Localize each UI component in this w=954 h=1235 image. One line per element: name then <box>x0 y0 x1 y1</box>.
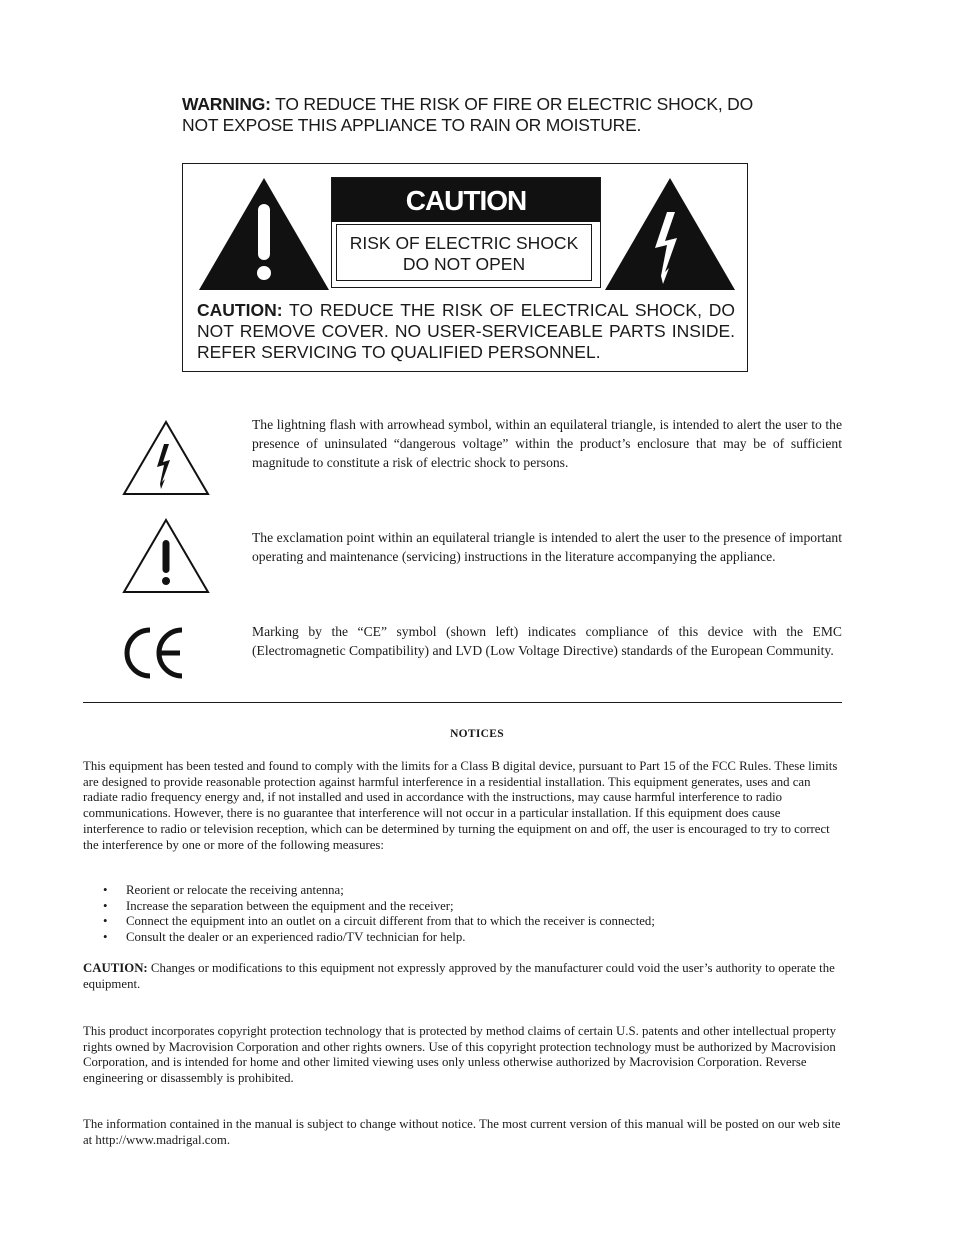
lightning-symbol-text: The lightning flash with arrowhead symbol, within an equilateral triangle, is intended to alert the user to the presence of uninsulated “dangerous voltage” within the product’s enclosure that may be of sufficient magnitude to constitute a risk of electric shock to persons. <box>252 417 842 470</box>
modification-caution-text: Changes or modifications to this equipment not expressly approved by the manufacturer could void the user’s authority to operate the equipment. <box>83 961 835 991</box>
ce-symbol-row <box>120 622 842 684</box>
caution-statement-text: TO REDUCE THE RISK OF ELECTRICAL SHOCK, DO NOT REMOVE COVER. NO USER-SERVICEABLE PARTS INSIDE. REFER SERVICING TO QUALIFIED PERSONNEL. <box>197 300 735 362</box>
exclamation-triangle-icon <box>197 176 331 292</box>
fcc-notice: This equipment has been tested and found to comply with the limits for a Class B digital device, pursuant to Part 15 of the FCC Rules. These limits are designed to provide reasonable protection against harmful interference in a residential installation. This equipment generates, uses and can radiate radio frequency energy and, if not installed and used in accordance with the instructions, may cause harmful interference to radio communications. However, there is no guarantee that interference will not occur in a particular installation. If this equipment does cause interference to radio or television reception, which can be determined by turning the equipment on and off, the user is encouraged to try to correct the interference by one or more of the following measures: <box>83 759 838 852</box>
warning-text: TO REDUCE THE RISK OF FIRE OR ELECTRIC SHOCK, DO NOT EXPOSE THIS APPLIANCE TO RAIN OR MOISTURE. <box>182 94 754 135</box>
divider <box>83 702 842 703</box>
caution-line-1: RISK OF ELECTRIC SHOCK <box>349 233 579 253</box>
exclamation-symbol-text: The exclamation point within an equilateral triangle is intended to alert the user to the presence of important operating and maintenance (servicing) instructions in the literature accompanying the appliance. <box>252 530 842 564</box>
macrovision-notice: This product incorporates copyright protection technology that is protected by method claims of certain U.S. patents and other intellectual property rights owned by Macrovision Corporation and other rights owners. Use of this copyright protection technology must be authorized by Macrovision Corporation, and is intended for home and other limited viewing uses only unless otherwise authorized by Macrovision Corporation. Reverse engineering or disassembly is prohibited. <box>83 1024 837 1086</box>
caution-statement <box>197 300 735 363</box>
list-item <box>103 930 843 946</box>
list-item <box>103 883 843 899</box>
modification-caution-label: CAUTION: <box>83 961 148 975</box>
list-item <box>103 899 843 915</box>
warning-statement <box>182 94 762 136</box>
lightning-triangle-icon <box>122 420 210 496</box>
caution-label <box>331 177 601 288</box>
bullet: • <box>103 930 108 945</box>
caution-statement-label: CAUTION: <box>197 300 283 320</box>
bullet: • <box>103 914 108 929</box>
caution-box <box>182 163 748 372</box>
list-item-text: Connect the equipment into an outlet on a circuit different from that to which the receiver is connected; <box>126 914 655 929</box>
bullet: • <box>103 883 108 897</box>
notices-title: NOTICES <box>450 728 504 740</box>
measures-list <box>103 883 843 946</box>
list-item-text: Reorient or relocate the receiving antenna; <box>126 883 344 897</box>
warning-label: WARNING: <box>182 94 271 114</box>
lightning-symbol-row <box>120 415 842 495</box>
bullet: • <box>103 898 108 913</box>
list-item-text: Consult the dealer or an experienced radio/TV technician for help. <box>126 930 466 945</box>
ce-mark-icon <box>122 626 186 680</box>
list-item <box>103 914 843 930</box>
ce-symbol-text: Marking by the “CE” symbol (shown left) indicates compliance of this device with the EMC (Electromagnetic Compatibility) and LVD (Low Voltage Directive) standards of the European Community. <box>252 624 842 658</box>
manual-info-notice: The information contained in the manual is subject to change without notice. The most current version of this manual will be posted on our web site at http://www.madrigal.com. <box>83 1117 841 1147</box>
caution-inner-box <box>336 224 592 281</box>
modification-caution <box>83 961 843 992</box>
exclamation-symbol-row <box>120 528 842 598</box>
list-item-text: Increase the separation between the equipment and the receiver; <box>126 898 454 913</box>
lightning-triangle-icon <box>603 176 737 292</box>
caution-line-2: DO NOT OPEN <box>402 254 526 274</box>
caution-header: CAUTION <box>332 178 600 222</box>
exclamation-triangle-icon <box>122 518 210 594</box>
